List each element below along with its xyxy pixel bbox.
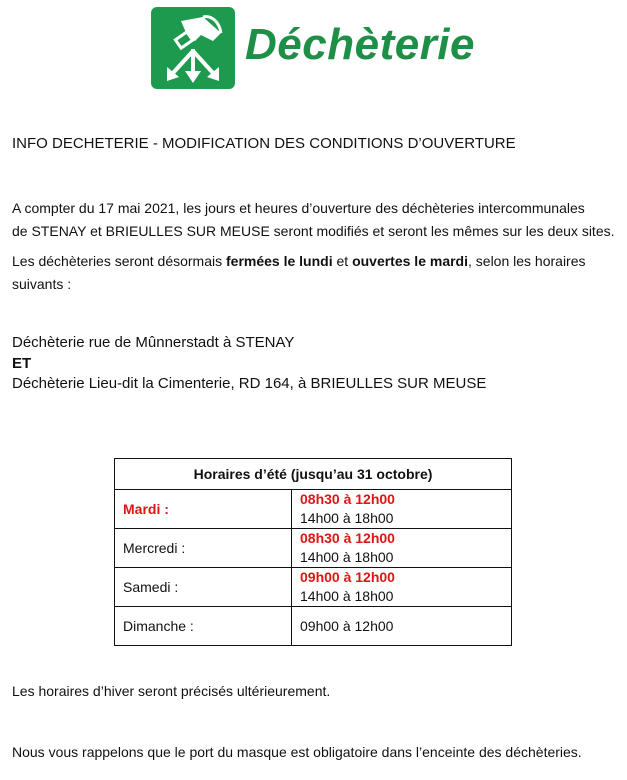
notice-text-mid: et <box>332 253 353 269</box>
table-row <box>115 529 512 568</box>
logo-badge <box>151 7 235 89</box>
table-title: Horaires d’été (jusqu’au 31 octobre) <box>115 459 512 490</box>
day-cell: Dimanche : <box>115 607 292 646</box>
recycle-hand-arrows-icon <box>151 7 235 89</box>
hours-cell <box>292 568 512 607</box>
site-brieulles: Déchèterie Lieu-dit la Cimenterie, RD 164, à BRIEULLES SUR MEUSE <box>12 375 487 392</box>
afternoon-hours: 14h00 à 18h00 <box>300 588 394 604</box>
notice-text-post: , selon les horaires suivants : <box>12 253 586 292</box>
morning-hours: 09h00 à 12h00 <box>300 617 394 634</box>
sites-conjunction: ET <box>12 355 32 372</box>
notice-paragraph <box>12 250 618 296</box>
table-row <box>115 607 512 646</box>
day-cell: Samedi : <box>115 568 292 607</box>
page-title: INFO DECHETERIE - MODIFICATION DES CONDITIONS D’OUVERTURE <box>12 135 516 152</box>
intro-line-2: de STENAY et BRIEULLES SUR MEUSE seront modifiés et seront les mêmes sur les deux sites. <box>12 223 615 239</box>
hours-cell <box>292 529 512 568</box>
logo-wordmark: Déchèterie <box>245 20 476 69</box>
winter-hours-note: Les horaires d’hiver seront précisés ultérieurement. <box>12 683 331 699</box>
hours-cell <box>292 607 512 646</box>
hours-table <box>114 458 512 646</box>
notice-text-pre: Les déchèteries seront désormais <box>12 253 226 269</box>
morning-hours: 08h30 à 12h00 <box>300 530 395 546</box>
morning-hours: 08h30 à 12h00 <box>300 491 395 507</box>
notice-open-day: ouvertes le mardi <box>352 253 468 269</box>
intro-line-1: A compter du 17 mai 2021, les jours et heures d’ouverture des déchèteries intercommunales <box>12 200 585 216</box>
mask-reminder-note: Nous vous rappelons que le port du masque est obligatoire dans l’enceinte des déchèteries. <box>12 744 582 760</box>
day-cell: Mercredi : <box>115 529 292 568</box>
table-header-row <box>115 459 512 490</box>
table-row <box>115 568 512 607</box>
notice-closed-day: fermées le lundi <box>226 253 333 269</box>
afternoon-hours: 14h00 à 18h00 <box>300 549 394 565</box>
intro-paragraph <box>12 197 618 243</box>
day-cell: Mardi : <box>115 490 292 529</box>
table-row <box>115 490 512 529</box>
hours-cell <box>292 490 512 529</box>
site-stenay: Déchèterie rue de Mûnnerstadt à STENAY <box>12 334 295 351</box>
afternoon-hours: 14h00 à 18h00 <box>300 510 394 526</box>
morning-hours: 09h00 à 12h00 <box>300 569 395 585</box>
